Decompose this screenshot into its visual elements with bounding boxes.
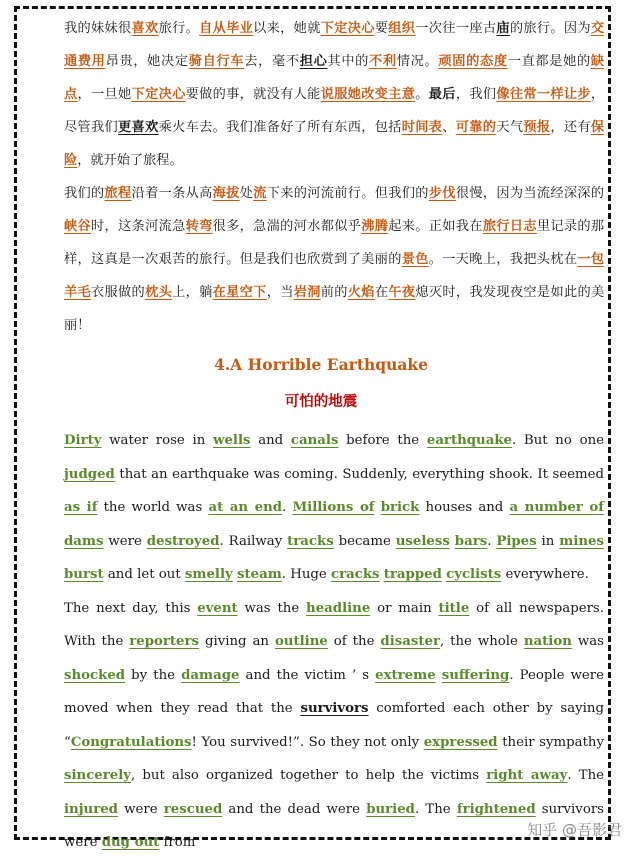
- english-title: 4.A Horrible Earthquake: [214, 355, 428, 374]
- english-paragraph-2: The next day, this event was the headline or main title of all newspapers. With the reporters giving an outline of the disaster, the whole nation was shocked by the damage and the victim ’ s extreme suffering. People were moved when they read that the survivors comforted each other by saying “Congratulations! You survived!”. So they not only expressed their sympathy sincerely, but also organized together to help the victims right away. The injured were rescued and the dead were buried. The frightened survivors were dug out from: [64, 600, 605, 850]
- watermark-text: 知乎 @吾影君: [527, 821, 622, 839]
- chinese-story: [38, 12, 604, 342]
- english-paragraph-1: Dirty water rose in wells and canals before the earthquake. But no one judged that an earthquake was coming. Suddenly, everything shook. It seemed as if the world was at an end. Millions of brick houses and a number of dams were destroyed. Railway tracks became useless bars. Pipes in mines burst and let out smelly steam. Huge cracks trapped cyclists everywhere.: [64, 433, 605, 582]
- chinese-paragraph-1: 我的妹妹很喜欢旅行。自从毕业以来，她就下定决心要组织一次往一座古庙的旅行。因为交通费用昂贵，她决定骑自行车去，毫不担心其中的不利情况。顽固的态度一直都是她的缺点，一旦她下定决心要做的事，就没有人能说服她改变主意。最后，我们像往常一样让步，尽管我们更喜欢乘火车去。我们准备好了所有东西，包括时间表、可靠的天气预报，还有保险，就开始了旅程。: [64, 21, 605, 168]
- chinese-title: 可怕的地震: [284, 393, 358, 410]
- english-story: [38, 424, 604, 860]
- chinese-paragraph-2: 我们的旅程沿着一条从高海拔处流下来的河流前行。但我们的步伐很慢，因为当流经深深的峡谷时，这条河流急转弯很多，急湍的河水都似乎沸腾起来。正如我在旅行日志里记录的那样，这真是一次艰苦的旅行。但是我们也欣赏到了美丽的景色。一天晚上，我把头枕在一包羊毛衣服做的枕头上，躺在星空下，当岩洞前的火焰在午夜熄灭时，我发现夜空是如此的美丽！: [64, 186, 605, 333]
